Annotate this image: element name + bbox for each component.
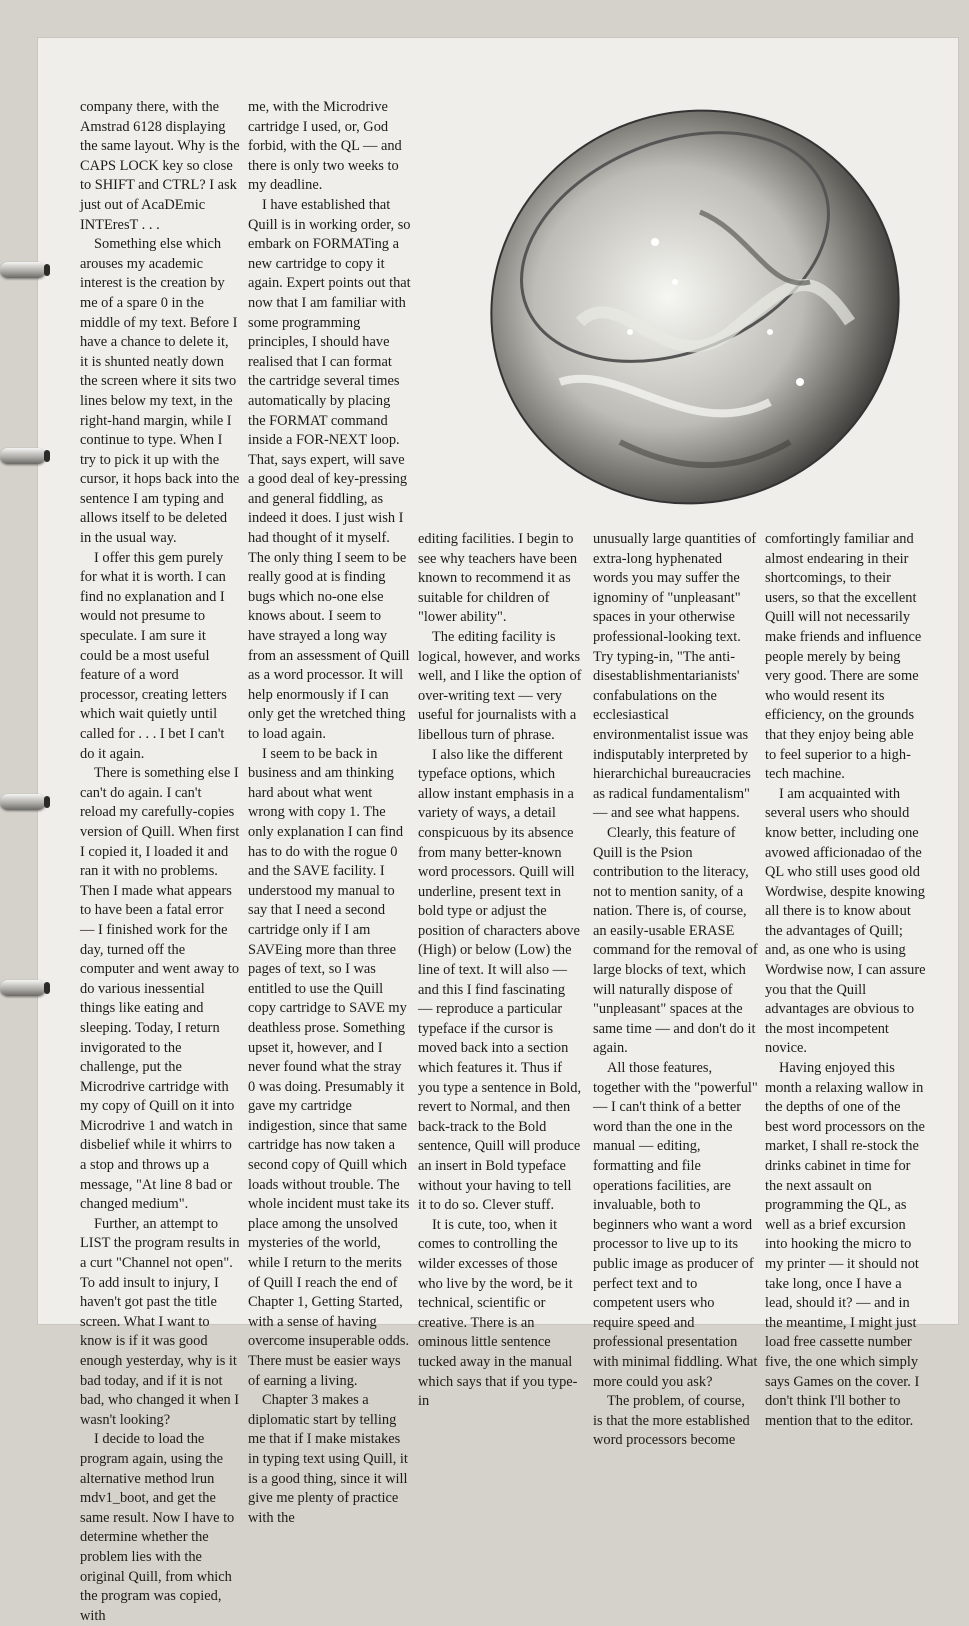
binder-ring [0,448,46,464]
paragraph: The editing facility is logical, however, and works well, and I like the option of over-writing text — very useful for journalists with a libellous turn of phrase. [418,628,582,743]
show-through-print [418,78,436,152]
binder-ring [0,980,46,996]
paragraph: All those features, together with the "powerful" — I can't think of a better word than the one in the manual — editing, formatting and file operations facilities, are invaluable, both to beginners who want a word processor to live up to its public image as producer of perfect text and to competent users who require speed and professional presentation with minimal fiddling. What more could you ask? [593,1060,758,1390]
paragraph: I seem to be back in business and am thinking hard about what went wrong with copy 1. The only explanation I can find has to do with the rogue 0 and the SAVE facility. I understood my manual to say that I need a second cartridge only if I am SAVEing more than three pages of text, so I was entitled to use the Quill copy cartridge to SAVE my deathless prose. Something upset it, however, and I never found what the stray 0 was doing. Presumably it gave my cartridge indigestion, since that same cartridge has now taken a second copy of Quill which loads without trouble. The whole incident must take its place among the unsolved mysteries of the world, while I return to the merits of Quill I reach the end of Chapter 1, Getting Started, with a sense of having overcome insuperable odds. There must be easier ways of earning a living. [248,745,410,1389]
paragraph: It is cute, too, when it comes to controlling the wilder excesses of those who live by the word, be it technical, scientific or creative. There is an ominous little sentence tucked away in the manual which says that if you type-in [418,1216,578,1410]
paragraph: I decide to load the program again, using the alternative method lrun mdv1_boot, and get the same result. Now I have to determine whether the problem lies with the original Quill, from which the program was copied, with [80,1431,235,1624]
binder-ring [0,262,46,278]
paragraph: Chapter 3 makes a diplomatic start by telling me that if I make mistakes in typing text using Quill, it is a good thing, since it will give me plenty of practice with the [248,1392,408,1526]
article-column-2 [248,98,411,1528]
paragraph: company there, with the Amstrad 6128 displaying the same layout. Why is the CAPS LOCK key so close to SHIFT and CTRL? I ask just out of AcaDEmic INTEresT . . . [80,99,240,233]
punch-hole [44,264,50,276]
paragraph: I offer this gem purely for what it is worth. I can find no explanation and I would not presume to speculate. I am sure it could be a most useful feature of a word processor, creating letters which wait quietly until called for . . . I bet I can't do it again. [80,549,227,762]
glass-of-water-illustration [470,82,940,552]
article-column-1 [80,98,240,1626]
paragraph: Further, an attempt to LIST the program results in a curt "Channel not open". To add insult to injury, I haven't got past the title screen. What I want to know is if it was good enough yesterday, why is it bad today, and if it is not bad, who changed it when I wasn't looking? [80,1215,240,1428]
article-column-5 [765,530,927,1431]
paragraph: me, with the Microdrive cartridge I used, or, God forbid, with the QL — and there is only two weeks to my deadline. [248,99,402,194]
article-column-3 [418,530,583,1412]
punch-hole [44,450,50,462]
paragraph: I also like the different typeface options, which allow instant emphasis in a variety of ways, a detail conspicuous by its absence from many better-known word processors. Quill will underline, present text in bold type or adjust the position of characters above (High) or below (Low) the line of text. It will also — and this I find fascinating — reproduce a particular typeface if the cursor is moved back into a section which features it. Thus if you type a sentence in Bold, revert to Normal, and then back-track to the Bold sentence, Quill will produce an insert in Bold typeface without your having to tell it to do so. Clever stuff. [418,746,582,1214]
article-column-4 [593,530,758,1451]
punch-hole [44,796,50,808]
paragraph: I have established that Quill is in working order, so embark on FORMATing a new cartridge to copy it again. Expert points out that now that I am familiar with some programming principles, I should have realised that I can format the cartridge several times automatically by placing the FORMAT command inside a FOR-NEXT loop. That, says expert, will save a good deal of key-pressing and general fiddling, as indeed it does. I just wish I had thought of it myself. The only thing I seem to be really good at is finding bugs which no-one else knows about. I seem to have strayed a long way from an assessment of Quill as a word processor. It will help enormously if I can only get the wretched thing to load again. [248,196,411,742]
paragraph: There is something else I can't do again. I can't reload my carefully-copies version of Quill. When first I copied it, I loaded it and ran it with no problems. Then I made what appears to have been a fatal error — I finished work for the day, turned off the computer and went away to do various inessential things like eating and sleeping. Today, I return invigorated to the challenge, put the Microdrive cartridge with my copy of Quill on it into Microdrive 1 and watch in disbelief while it whirrs to a stop and throws up a message, "At line 8 bad or changed medium". [80,765,240,1213]
paragraph: I am acquainted with several users who should know better, including one avowed afficionadao of the QL who still uses good old Wordwise, despite knowing all there is to know about the advantages of Quill; and, as one who is using Wordwise now, I can assure you that the Quill advantages are obvious to the most incompetent novice. [765,785,926,1057]
punch-hole [44,982,50,994]
paragraph: Having enjoyed this month a relaxing wallow in the depths of one of the best word processors on the market, I shall re-stock the drinks cabinet in time for the next assault on programming the QL, as well as a brief excursion into hooking the micro to my printer — it should not take long, once I have a lead, should it? — and in the meantime, I might just load free cassette number five, the one which simply says Games on the cover. I don't think I'll bother to mention that to the editor. [765,1060,925,1429]
paragraph: Clearly, this feature of Quill is the Psion contribution to the literacy, not to mention sanity, of a nation. There is, of course, an easily-usable ERASE command for the removal of large blocks of text, which will naturally dispose of "unpleasant" spaces at the same time — and don't do it again. [593,824,758,1057]
paragraph: comfortingly familiar and almost endearing in their shortcomings, to their users, so that the excellent Quill will not necessarily make friends and influence people merely by being very good. There are some who would resent its efficiency, on the grounds that they enjoy being able to feel superior to a high-tech machine. [765,531,922,783]
binder-ring [0,794,46,810]
paragraph: Something else which arouses my academic interest is the creation by me of a spare 0 in the middle of my text. Before I have a chance to delete it, it is shunted neatly down the screen where it sits two lines below my text, in the right-hand margin, while I continue to type. When I try to pick it up with the cursor, it hops back into the sentence I am typing and allows itself to be deleted in the usual way. [80,236,240,547]
paragraph: unusually large quantities of extra-long hyphenated words you may suffer the ignominy of "unpleasant" spaces in your otherwise professional-looking text. Try typing-in, "The anti-disestablishmentarianists' confabulations on the ecclesiastical environmentalist issue was indisputably interpreted by hierarchichal bureaucracies as radical fundamentalism" — and see what happens. [593,531,757,822]
paragraph: The problem, of course, is that the more established word processors become [593,1393,750,1449]
paragraph: editing facilities. I begin to see why teachers have been known to recommend it as suitable for children of "lower ability". [418,531,578,626]
